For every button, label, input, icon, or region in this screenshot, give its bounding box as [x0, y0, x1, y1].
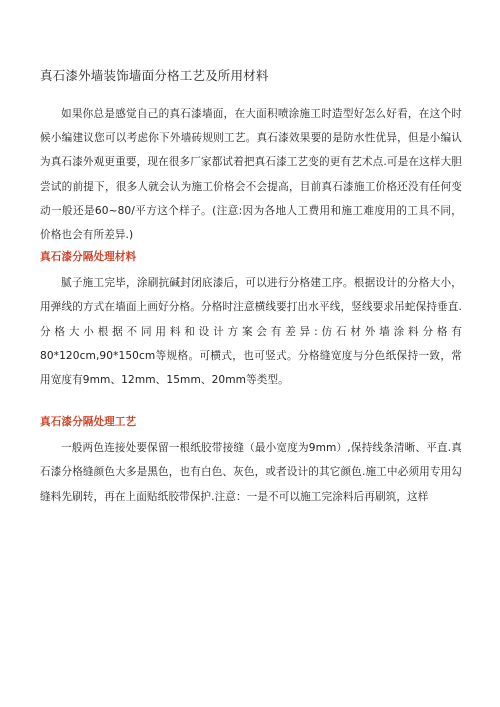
- intro-paragraph: 如果你总是感觉自己的真石漆墙面，在大面积喷涂施工时造型好怎么好看，在这个时候小编建议您可以考虑你下外墙砖规则工艺。真石漆效果要的是防水性优异，但是小编认为真石漆外观更重要，现在很多厂家都试着把真石漆工艺变的更有艺术点.可是在这样大胆尝试的前提下，很多人就会认为施工价格会不会提高，目前真石漆施工价格还没有任何变动一般还是60~80/平方这个样子。(注意:因为各地人工费用和施工难度用的工具不同，价格也会有所差异.): [40, 108, 462, 242]
- section-heading-materials: 真石漆分隔处理材料: [40, 251, 137, 264]
- section-body-process: 一般两色连接处要保留一根纸胶带接缝（最小宽度为9mm）,保持线条清晰、平直.真石漆分格缝颜色大多是黑色，也有白色、灰色，或者设计的其它颜色.施工中必须用专用勾缝料先刷转，再在上面贴纸胶带保护.注意：一是不可以施工完涂料后再刷筑，这样: [40, 442, 462, 503]
- section-body-materials: 腻子施工完毕，涂刷抗碱封闭底漆后，可以进行分格建工序。根据设计的分格大小，用弹线的方式在墙面上画好分格。分格时注意横线要打出水平线，竖线要求吊蛇保持垂直.分格大小根据不同用料和设计方案会有差异:仿石材外墙涂料分格有80*120cm,90*150cm等规格。可横式，也可竖式。分格缝宽度与分色纸保持一致，常用宽度有9mm、12mm、15mm、20mm等类型。: [40, 277, 462, 387]
- section-heading-process: 真石漆分隔处理工艺: [40, 416, 137, 429]
- document-title: 真石漆外墙装饰墙面分格工艺及所用材料: [40, 68, 269, 83]
- document-content: [40, 68, 462, 509]
